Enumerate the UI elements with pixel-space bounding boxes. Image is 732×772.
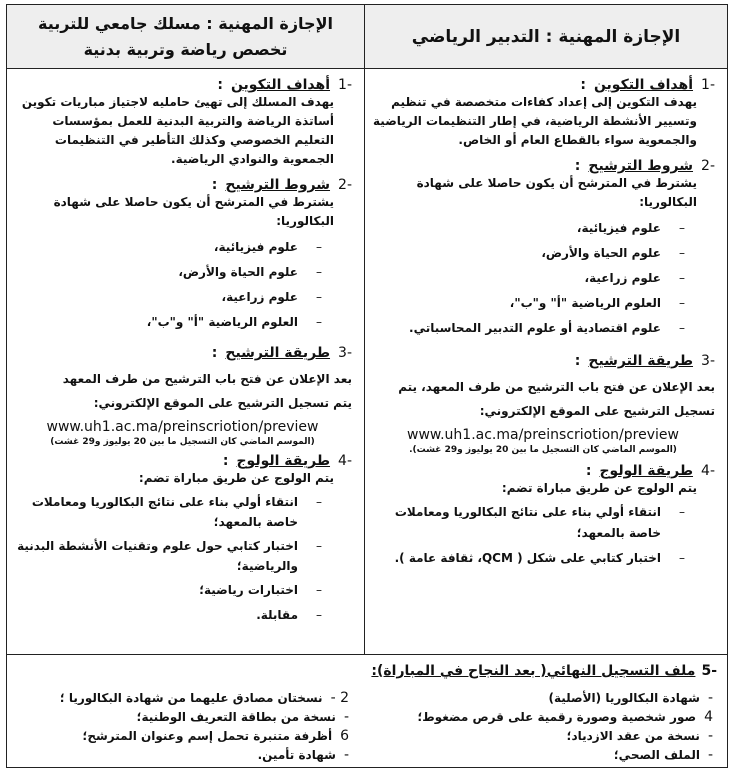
list-item: – علوم الحياة والأرض، xyxy=(178,265,322,279)
list-item: - نسخة من عقد الازدياد؛ xyxy=(566,728,713,744)
list-item: – اختبار كتابي على شكل ( QCM، ثقافة عامة ). xyxy=(394,551,685,565)
list-item: – انتقاء أولي بناء على نتائج البكالوريا ومعاملات خاصة بالمعهد؛ xyxy=(394,505,685,540)
left-s1-title: -1 أهداف التكوين : xyxy=(217,77,352,93)
left-s1-text: يهدف المسلك إلى تهيئ حامليه لاجتياز مباريات تكوين أساتذة الرياضة والتربية البدنية للعمل بمؤسسات التعليم الخصوصي وكذلك التأطير في التنظيمات الجمعوية والنوادي الرياضية. xyxy=(21,95,334,166)
right-s2-list xyxy=(371,216,715,341)
right-s3-line2: تسجيل الترشيح على الموقع الإلكتروني: xyxy=(479,404,715,418)
right-column xyxy=(365,69,727,654)
bottom-title: -5 ملف التسجيل النهائي( بعد النجاح في المباراة): xyxy=(371,663,717,679)
list-item: 4 صور شخصية وصورة رقمية على قرص مضغوط؛ xyxy=(417,709,713,725)
right-s1-title: -1 أهداف التكوين : xyxy=(580,77,715,93)
left-s2-text: يشترط في المترشح أن يكون حاصلا على شهادة البكالوريا: xyxy=(53,195,334,228)
left-s3-url[interactable]: www.uh1.ac.ma/preinscriotion/preview xyxy=(46,419,319,435)
list-item: – العلوم الرياضية "أ" و"ب"، xyxy=(146,315,322,329)
header-row xyxy=(7,5,727,69)
list-item: – اختبار كتابي حول علوم وتقنيات الأنشطة البدنية والرياضية؛ xyxy=(17,539,322,573)
header-left-line2: تخصص رياضة وتربية بدنية xyxy=(83,40,288,59)
header-left-line1: الإجازة المهنية : مسلك جامعي للتربية xyxy=(38,14,333,33)
list-item: – علوم اقتصادية أو علوم التدبير المحاسباتي. xyxy=(409,321,685,335)
list-item: – علوم زراعية، xyxy=(221,290,322,304)
list-item: - شهادة البكالوريا (الأصلية) xyxy=(548,690,713,706)
header-right-title: الإجازة المهنية : التدبير الرياضي xyxy=(411,27,681,47)
left-s3-line2: يتم تسجيل الترشيح على الموقع الإلكتروني: xyxy=(93,396,352,410)
bottom-row xyxy=(7,654,727,767)
list-item: – علوم الحياة والأرض، xyxy=(541,246,685,260)
right-s2-text: يشترط في المترشح أن يكون حاصلا على شهادة البكالوريا: xyxy=(416,176,697,209)
right-s4-text: يتم الولوج عن طريق مباراة تضم: xyxy=(501,481,697,495)
list-item: – اختبارات رياضية؛ xyxy=(199,583,322,597)
left-s4-text: يتم الولوج عن طريق مباراة تضم: xyxy=(138,471,334,485)
list-item: – علوم فيزيائية، xyxy=(213,240,322,254)
bottom-left-list xyxy=(19,689,349,765)
list-item: - الملف الصحي؛ xyxy=(613,747,713,763)
left-s3-line1: بعد الإعلان عن فتح باب الترشيح من طرف المعهد xyxy=(62,372,352,386)
bottom-right-list xyxy=(353,689,713,765)
left-s3-note: (الموسم الماضي كان التسجيل ما بين 20 يوليوز و29 غشت) xyxy=(50,437,315,447)
left-s4-list xyxy=(13,492,352,628)
list-item: 2 - نسختان مصادق عليهما من شهادة البكالوريا ؛ xyxy=(59,690,349,706)
document-sheet xyxy=(6,4,728,768)
list-item: - شهادة تأمين. xyxy=(257,747,349,763)
list-item: – انتقاء أولي بناء على نتائج البكالوريا ومعاملات خاصة بالمعهد؛ xyxy=(31,495,322,529)
list-item: – مقابلة. xyxy=(256,608,322,622)
right-s3-title: -3 طريقة الترشيح : xyxy=(574,353,715,369)
right-s4-title: -4 طريقة الولوج : xyxy=(585,463,715,479)
right-s3-line1: بعد الإعلان عن فتح باب الترشيح من طرف المعهد، يتم xyxy=(398,380,715,394)
left-s3-title: -3 طريقة الترشيح : xyxy=(211,345,352,361)
header-left xyxy=(7,5,365,69)
list-item: 6 أظرفة متنبرة تحمل إسم وعنوان المترشح؛ xyxy=(82,728,349,744)
list-item: – علوم فيزيائية، xyxy=(576,221,685,235)
left-column xyxy=(7,69,365,654)
left-s4-title: -4 طريقة الولوج : xyxy=(222,453,352,469)
list-item: – علوم زراعية، xyxy=(584,271,685,285)
right-s4-list xyxy=(371,502,715,569)
right-s3-url[interactable]: www.uh1.ac.ma/preinscriotion/preview xyxy=(407,427,679,443)
left-s2-title: -2 شروط الترشيح : xyxy=(211,177,352,193)
header-right xyxy=(365,5,727,69)
list-item: - نسخة من بطاقة التعريف الوطنية؛ xyxy=(136,709,349,725)
list-item: – العلوم الرياضية "أ" و"ب"، xyxy=(509,296,685,310)
left-s2-list xyxy=(13,235,352,335)
right-s1-text: يهدف التكوين إلى إعداد كفاءات متخصصة في تنظيم وتسيير الأنشطة الرياضية، في إطار التنظيمات الرياضية والجمعوية سواء بالقطاع العام أو الخاص. xyxy=(373,95,697,147)
right-s3-note: (الموسم الماضي كان التسجيل ما بين 20 يوليوز و29 غشت). xyxy=(409,445,677,455)
right-s2-title: -2 شروط الترشيح : xyxy=(574,158,715,174)
